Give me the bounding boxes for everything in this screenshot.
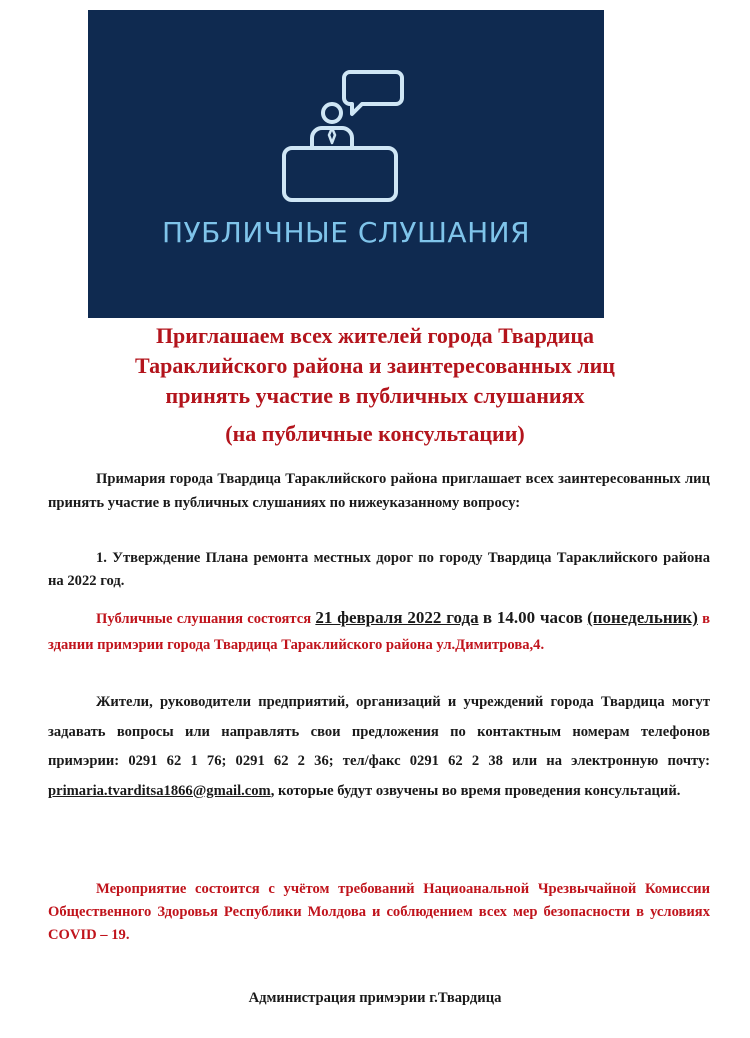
contacts-paragraph <box>48 688 710 806</box>
headline-subtitle: (на публичные консультации) <box>225 421 525 446</box>
schedule-paragraph <box>48 605 710 658</box>
headline-line-3: принять участие в публичных слушаниях <box>165 383 585 408</box>
intro-paragraph: Примария города Твардица Тараклийского района приглашает всех заинтересованных лиц принять участие в публичных слушаниях по нижеуказанному вопросу: <box>48 471 710 511</box>
schedule-place: в здании примэрии города Твардица Тараклийского района ул.Димитрова,4. <box>48 611 710 653</box>
invitation-headline <box>40 321 710 449</box>
banner-title: ПУБЛИЧНЫЕ СЛУШАНИЯ <box>161 216 531 249</box>
email-link[interactable]: primaria.tvarditsa1866@gmail.com <box>48 782 271 799</box>
contacts-suffix: , которые будут озвучены во время проведения консультаций. <box>270 782 681 799</box>
schedule-day: (понедельник) <box>587 608 698 627</box>
schedule-time: в 14.00 часов <box>482 608 583 627</box>
signature: Администрация примэрии г.Твардица <box>248 990 502 1006</box>
headline-line-1: Приглашаем всех жителей города Твардица <box>155 323 595 348</box>
speaker-at-podium-icon <box>88 10 604 318</box>
contacts-text: Жители, руководители предприятий, организаций и учреждений города Твардица могут задавать вопросы или направлять свои предложения по контактным номерам телефонов примэрии: 0291 62 1 76; 0291 62 2 36; тел/факс 0291 62 2 38 или на электронную почту: <box>48 694 710 769</box>
headline-line-2: Тараклийского района и заинтересованных лиц <box>135 353 615 378</box>
hearings-banner <box>88 10 604 318</box>
schedule-prefix: Публичные слушания состоятся <box>96 611 312 627</box>
agenda-item-1: 1. Утверждение Плана ремонта местных дорог по городу Твардица Тараклийского района на 2022 год. <box>48 550 710 589</box>
schedule-date: 21 февраля 2022 года <box>315 608 479 627</box>
covid-notice: Мероприятие состоится с учётом требований Нациоанальной Чрезвычайной Комиссии Общественного Здоровья Республики Молдова и соблюдением всех мер безопасности в условиях COVID – 19. <box>48 881 710 943</box>
